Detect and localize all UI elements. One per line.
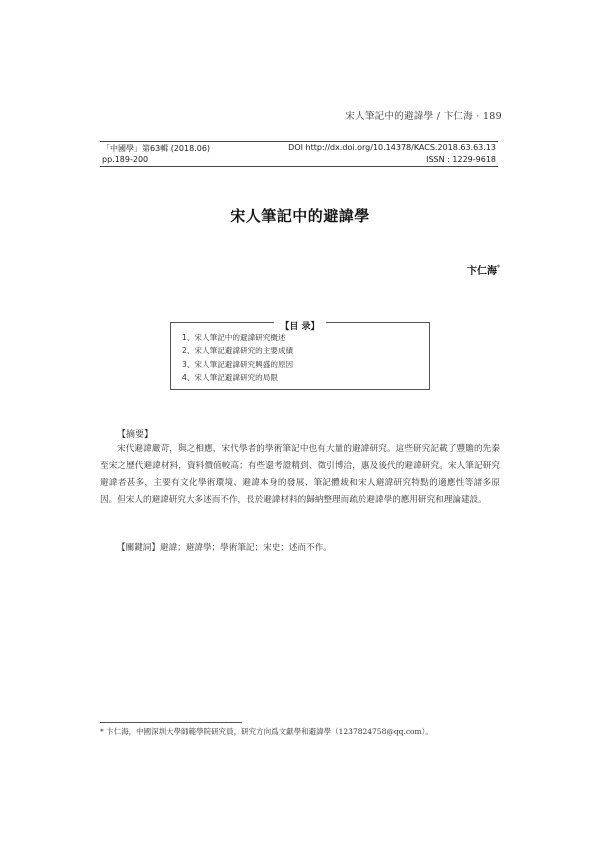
abstract-heading: 【摘要】: [117, 430, 154, 440]
toc-list: [182, 331, 293, 384]
footnote: * 卞仁海，中國深圳大學師範學院研究員，研究方向爲文獻學和避諱學（1237824758@qq.com）。: [100, 727, 433, 736]
abstract-text: 宋代避諱嚴苛，與之相應，宋代學者的學術筆記中也有大量的避諱研究。這些研究記載了豐贍的先秦至宋之歷代避諱材料，資料價值較高；有些還考證精到、徵引博洽，惠及後代的避諱研究。宋人筆記研究避諱者甚多，主要有文化學術環境、避諱本身的發展、筆記體裁和宋人避諱研究特點的適應性等諸多原因。但宋人的避諱研究大多述而不作，長於避諱材料的歸納整理而疏於避諱學的應用研究和理論建設。: [100, 444, 500, 505]
journal-pages: pp.189-200: [102, 155, 149, 164]
author-footnote-mark[interactable]: *: [497, 264, 500, 272]
toc-label-wrap: [0, 314, 600, 333]
footnote-rule: [100, 722, 242, 723]
toc-item[interactable]: 2、宋人筆記避諱研究的主要成績: [182, 346, 294, 356]
journal-issue: 「中國學」第63輯 (2018.06): [102, 144, 211, 153]
article-title: 宋人筆記中的避諱學: [230, 207, 370, 225]
author-line: [467, 262, 500, 277]
doi-link[interactable]: DOI http://dx.doi.org/10.14378/KACS.2018.63.63.13: [288, 143, 496, 152]
toc-item[interactable]: 4、宋人筆記避諱研究的局限: [182, 372, 278, 382]
toc-item[interactable]: 3、宋人筆記避諱研究興盛的原因: [182, 359, 294, 369]
author-name: 卞仁海: [467, 266, 497, 277]
issn: ISSN : 1229-9618: [426, 155, 496, 164]
abstract-body: [100, 441, 500, 509]
toc-item[interactable]: 1、宋人筆記中的避諱研究概述: [182, 333, 286, 342]
keywords: 【關鍵詞】避諱；避諱學；學術筆記；宋史；述而不作。: [117, 543, 332, 553]
running-header: 宋人筆記中的避諱學 / 卞仁海 · 189: [345, 111, 502, 122]
toc-label: 【目 录】: [274, 322, 325, 332]
journal-info-box: [100, 141, 498, 167]
